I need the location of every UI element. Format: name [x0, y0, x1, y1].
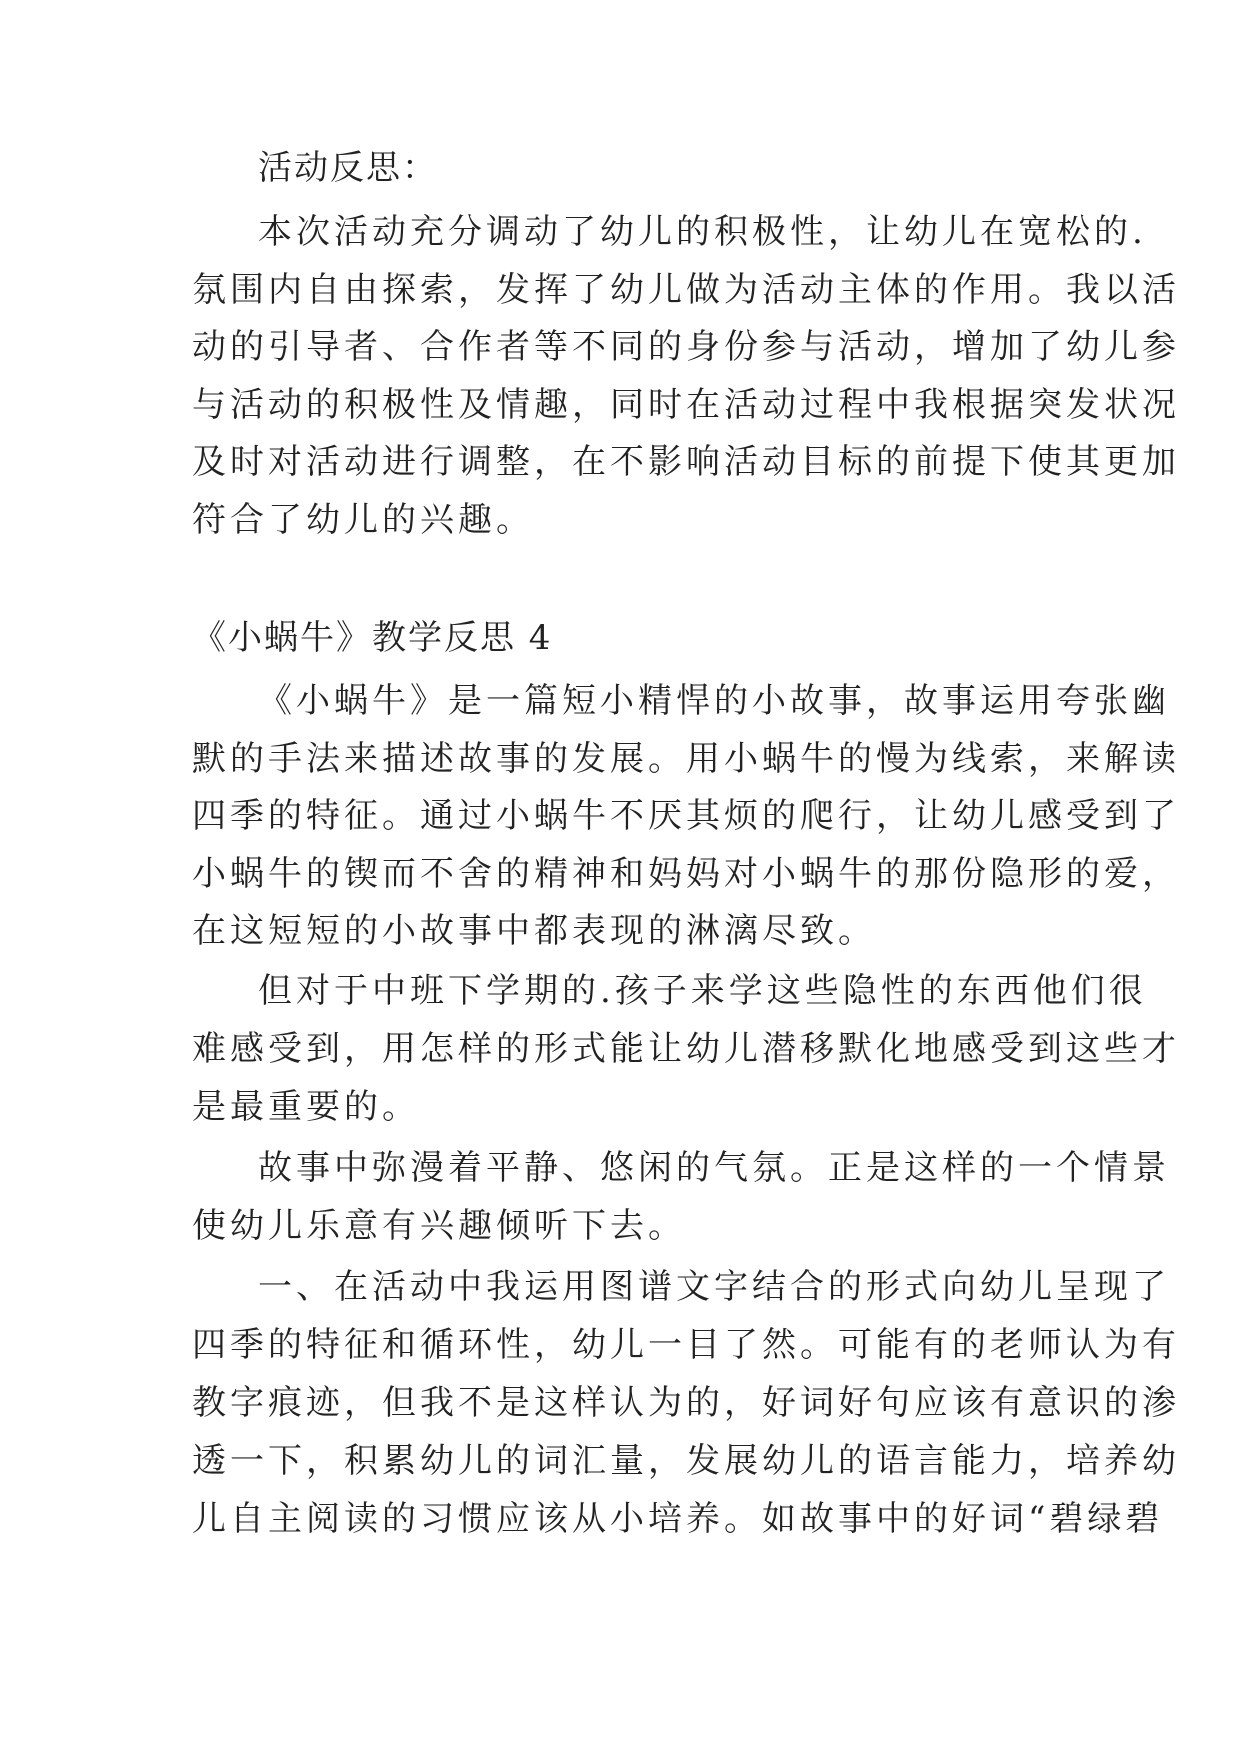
- section-heading: 活动反思：: [258, 148, 438, 188]
- paragraph-line: 四季的特征。通过小蜗牛不厌其烦的爬行，让幼儿感受到了: [192, 796, 1180, 836]
- paragraph-line: 符合了幼儿的兴趣。: [192, 500, 534, 540]
- paragraph-line: 教字痕迹，但我不是这样认为的，好词好句应该有意识的渗: [192, 1383, 1180, 1423]
- paragraph-line: 默的手法来描述故事的发展。用小蜗牛的慢为线索，来解读: [192, 739, 1180, 779]
- paragraph-line: 在这短短的小故事中都表现的淋漓尽致。: [192, 911, 876, 951]
- paragraph-line: 动的引导者、合作者等不同的身份参与活动，增加了幼儿参: [192, 327, 1180, 367]
- paragraph-line: 与活动的积极性及情趣，同时在活动过程中我根据突发状况: [192, 385, 1180, 425]
- paragraph-line: 是最重要的。: [192, 1087, 420, 1127]
- paragraph-line: 使幼儿乐意有兴趣倾听下去。: [192, 1206, 686, 1246]
- paragraph-line: 氛围内自由探索，发挥了幼儿做为活动主体的作用。我以活: [192, 270, 1180, 310]
- paragraph-line: 一、在活动中我运用图谱文字结合的形式向幼儿呈现了: [258, 1267, 1170, 1307]
- section-title: 《小蜗牛》教学反思 4: [192, 618, 553, 658]
- paragraph-line: 小蜗牛的锲而不舍的精神和妈妈对小蜗牛的那份隐形的爱，: [192, 854, 1180, 894]
- paragraph-line: 透一下，积累幼儿的词汇量，发展幼儿的语言能力，培养幼: [192, 1441, 1180, 1481]
- paragraph-line: 及时对活动进行调整，在不影响活动目标的前提下使其更加: [192, 442, 1180, 482]
- paragraph-line: 故事中弥漫着平静、悠闲的气氛。正是这样的一个情景: [258, 1148, 1170, 1188]
- paragraph-line: 四季的特征和循环性，幼儿一目了然。可能有的老师认为有: [192, 1325, 1180, 1365]
- paragraph-line: 《小蜗牛》是一篇短小精悍的小故事，故事运用夸张幽: [258, 681, 1170, 721]
- paragraph-line: 本次活动充分调动了幼儿的积极性，让幼儿在宽松的.: [258, 212, 1147, 252]
- paragraph-line: 儿自主阅读的习惯应该从小培养。如故事中的好词“碧绿碧: [192, 1499, 1164, 1539]
- paragraph-line: 难感受到，用怎样的形式能让幼儿潜移默化地感受到这些才: [192, 1029, 1180, 1069]
- paragraph-line: 但对于中班下学期的.孩子来学这些隐性的东西他们很: [258, 971, 1147, 1011]
